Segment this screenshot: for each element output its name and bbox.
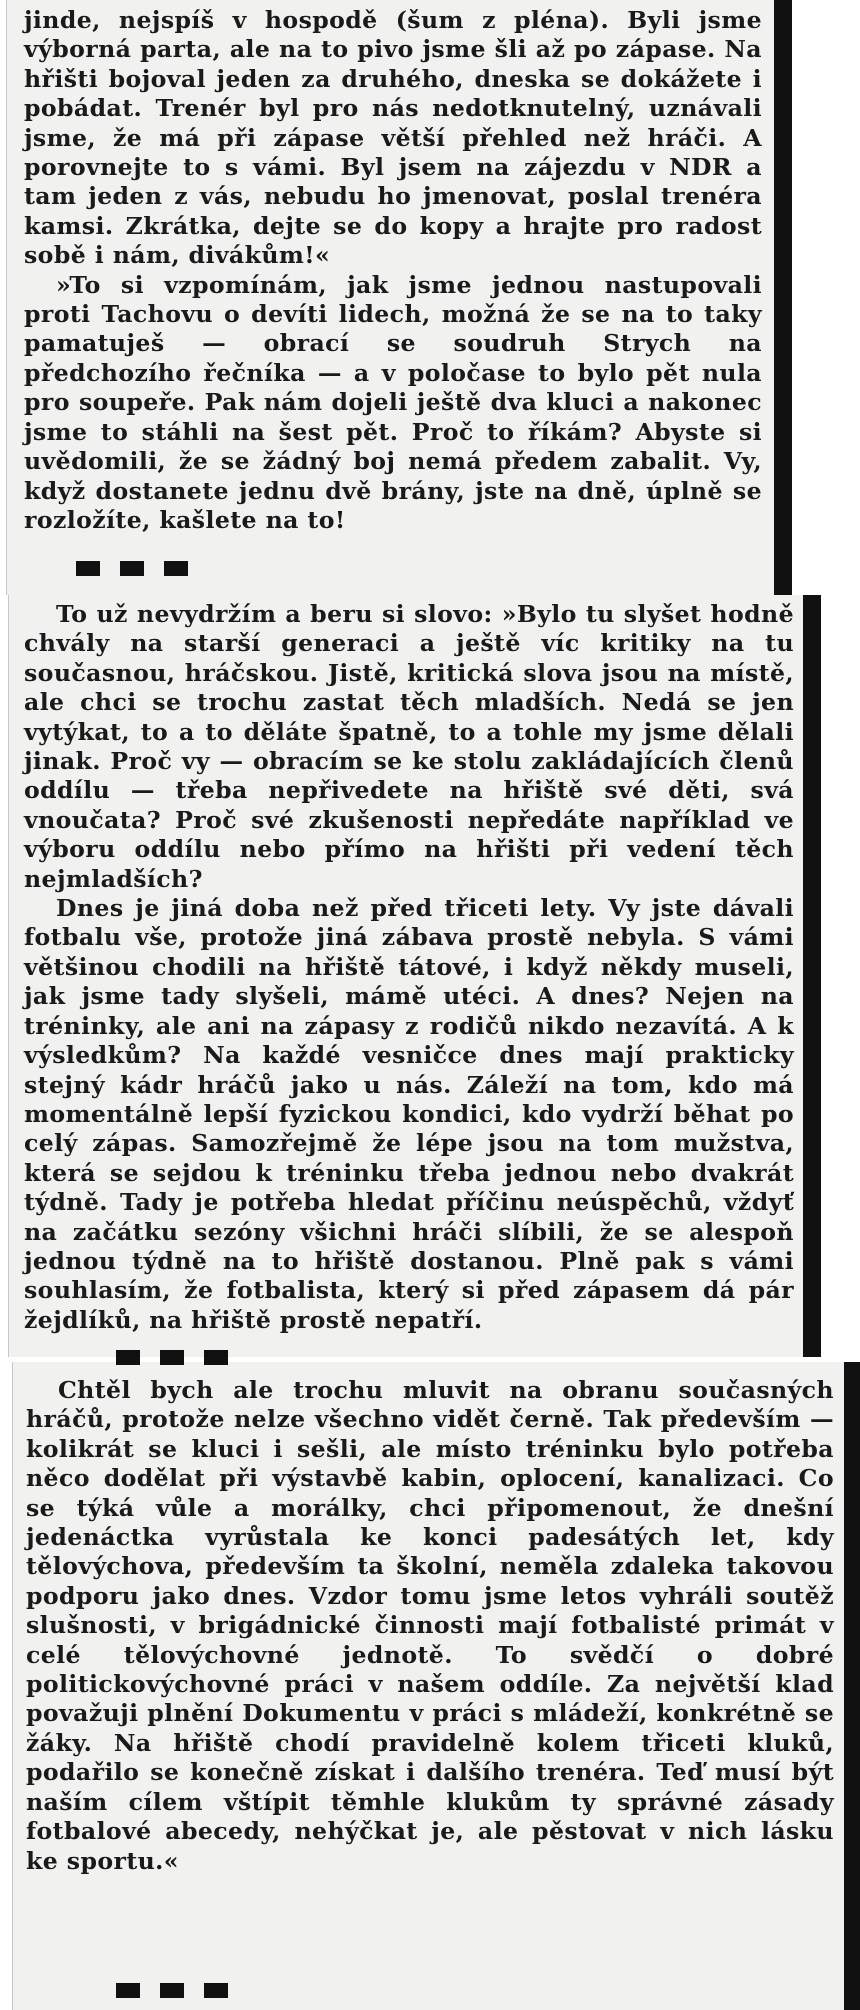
section-separator — [116, 1983, 228, 1998]
paragraph: To už nevydržím a beru si slovo: »Bylo tu slyšet hodně chvály na starší generaci a ještě víc kritiky na tu současnou, hráčskou. Jistě, kritická slova jsou na místě, ale chci se trochu zastat těch mladších. Nedá se jen vytýkat, to a to děláte špatně, to a tohle my jsme dělali jinak. Proč vy — obracím se ke stolu zakládajících členů oddílu — třeba nepřivedete na hřiště své děti, svá vnoučata? Proč své zkušenosti nepředáte například ve výboru oddílu nebo přímo na hřišti při vedení těch nejmladších? — [24, 600, 794, 893]
paragraph: »To si vzpomínám, jak jsme jednou nastupovali proti Tachovu o devíti lidech, možná že se na to taky pamatuješ — obrací se soudruh Strych na předchozího řečníka — a v poločase to bylo pět nula pro soupeře. Pak nám dojeli ještě dva kluci a nakonec jsme to stáhli na šest pět. Proč to říkám? Abyste si uvědomili, že se žádný boj nemá předem zabalit. Vy, když dostanete jednu dvě brány, jste na dně, úplně se rozložíte, kašlete na to! — [24, 270, 762, 534]
paragraph: jinde, nejspíš v hospodě (šum z pléna). Byli jsme výborná parta, ale na to pivo jsme šli až po zápase. Na hřišti bojoval jeden za druhého, dneska se dokážete i pobádat. Trenér byl pro nás nedotknutelný, uznávali jsme, že má při zápase větší přehled než hráči. A porovnejte to s vámi. Byl jsem na zájezdu v NDR a tam jeden z vás, nebudu ho jmenovat, poslal trenéra kamsi. Zkrátka, dejte se do kopy a hrajte pro radost sobě i nám, divákům!« — [24, 6, 762, 270]
article-section-1 — [24, 6, 762, 535]
article-section-2 — [24, 600, 794, 1335]
paragraph: Dnes je jiná doba než před třiceti lety. Vy jste dávali fotbalu vše, protože jiná zábava prostě nebyla. S vámi většinou chodili na hřiště tátové, i když někdy museli, jak jsme tady slyšeli, mámě utéci. A dnes? Nejen na tréninky, ale ani na zápasy z rodičů nikdo nezavítá. A k výsledkům? Na každé vesničce dnes mají prakticky stejný kádr hráčů jako u nás. Záleží na tom, kdo má momentálně lepší fyzickou kondici, kdo vydrží běhat po celý zápas. Samozřejmě že lépe jsou na tom mužstva, která se sejdou k tréninku třeba jednou nebo dvakrát týdně. Tady je potřeba hledat příčinu neúspěchů, vždyť na začátku sezóny všichni hráči slíbili, že se alespoň jednou týdně na to hřiště dostanou. Plně pak s vámi souhlasím, že fotbalista, který si před zápasem dá pár žejdlíků, na hřiště prostě nepatří. — [24, 894, 794, 1334]
article-section-3 — [26, 1376, 834, 1876]
section-separator — [76, 561, 188, 576]
section-separator — [116, 1350, 228, 1365]
paragraph: Chtěl bych ale trochu mluvit na obranu současných hráčů, protože nelze všechno vidět černě. Tak především — kolikrát se kluci i sešli, ale místo tréninku bylo potřeba něco dodělat při výstavbě kabin, oplocení, kanalizaci. Co se týká vůle a morálky, chci připomenout, že dnešní jedenáctka vyrůstala ke konci padesátých let, kdy tělovýchova, především ta školní, neměla zdaleka takovou podporu jako dnes. Vzdor tomu jsme letos vyhráli soutěž slušnosti, v brigádnické činnosti mají fotbalisté primát v celé tělovýchovné jednotě. To svědčí o dobré politickovýchovné práci v našem oddíle. Za největší klad považuji plnění Dokumentu v práci s mládeží, konkrétně se žáky. Na hřiště chodí pravidelně kolem třiceti kluků, podařilo se konečně získat i dalšího trenéra. Teď musí být naším cílem vštípit těmhle klukům ty správné zásady fotbalové abecedy, nehýčkat je, ale pěstovat v nich lásku ke sportu.« — [26, 1376, 834, 1875]
